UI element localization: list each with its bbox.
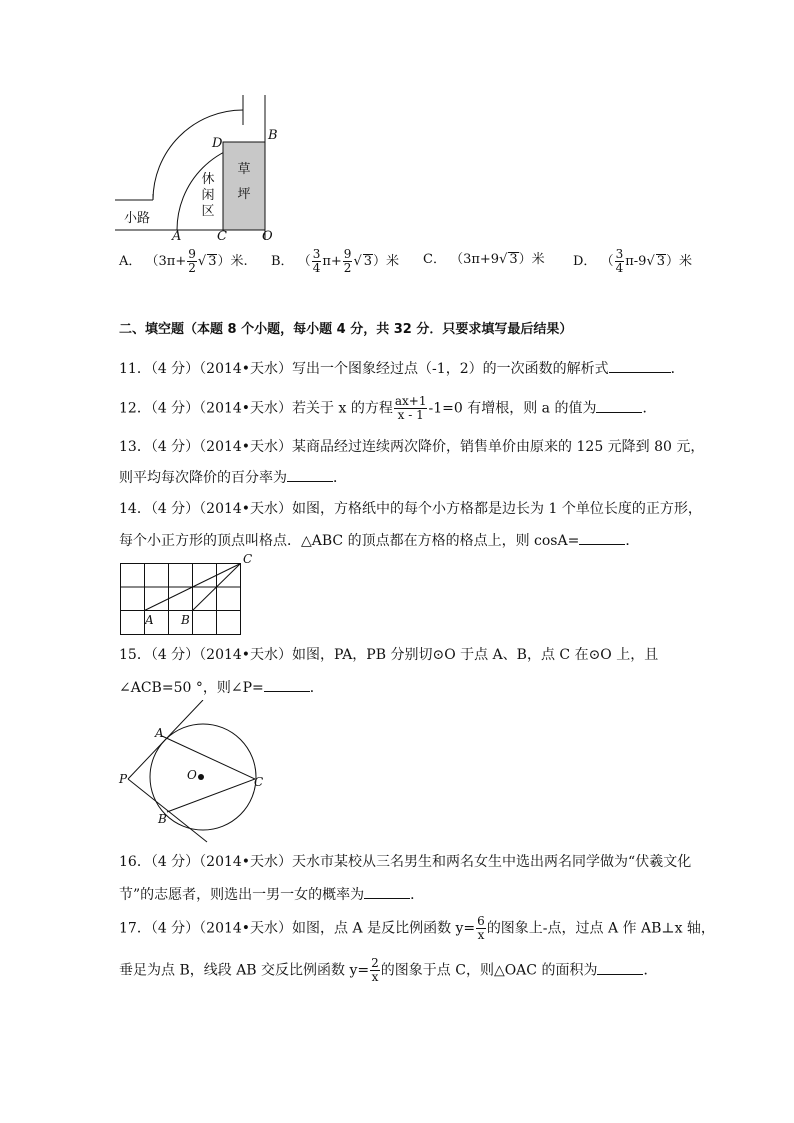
question-text: 的图象于点 C，则△OAC 的面积为 bbox=[380, 962, 598, 979]
question-13 bbox=[119, 437, 704, 457]
question-text: 14．（4 分）（2014•天水）如图，方格纸中的每个小方格都是边长为 1 个单位长度的正方形， bbox=[119, 501, 702, 517]
option-text: ）米 bbox=[373, 254, 400, 269]
question-15-line2 bbox=[119, 677, 324, 698]
answer-blank[interactable] bbox=[579, 530, 625, 545]
fraction-num: 6 bbox=[477, 914, 485, 928]
fraction-num: 2 bbox=[371, 956, 379, 970]
label-O: O bbox=[262, 229, 273, 244]
lawn-char: 坪 bbox=[237, 187, 251, 202]
fraction bbox=[343, 248, 353, 275]
option-c: C． （3π+9√ 3）米 bbox=[423, 252, 545, 267]
option-text: π-9 bbox=[625, 254, 647, 269]
fraction bbox=[312, 248, 322, 275]
option-text: （ bbox=[297, 254, 311, 269]
tangent-pb bbox=[128, 779, 207, 842]
answer-blank[interactable] bbox=[596, 398, 642, 413]
question-12 bbox=[119, 395, 656, 422]
question-end: ． bbox=[309, 680, 324, 696]
question-end: ． bbox=[642, 400, 657, 417]
question-text: 则平均每次降价的百分率为 bbox=[119, 470, 287, 486]
circle-label-A: A bbox=[155, 726, 164, 740]
answer-blank[interactable] bbox=[609, 358, 671, 373]
question-14 bbox=[119, 499, 702, 519]
question-13-line2 bbox=[119, 467, 347, 488]
option-text: （3π+ bbox=[145, 254, 187, 269]
question-text: 13．（4 分）（2014•天水）某商品经过连续两次降价，销售单价由原来的 125 元降到 80 元， bbox=[119, 439, 705, 455]
label-C: C bbox=[217, 229, 227, 244]
path-label: 小路 bbox=[124, 211, 151, 226]
answer-blank[interactable] bbox=[287, 467, 333, 482]
question-text: 11．（4 分）（2014•天水）写出一个图象经过点（-1，2）的一次函数的解析式 bbox=[119, 361, 609, 377]
rest-area-char: 闲 bbox=[201, 188, 215, 203]
fraction bbox=[187, 248, 197, 275]
rest-area-label bbox=[200, 172, 216, 220]
question-text: 垂足为点 B，线段 AB 交反比例函数 y= bbox=[119, 962, 370, 979]
circle-label-P: P bbox=[119, 772, 128, 786]
circle-label-O: O bbox=[187, 768, 197, 782]
question-text: 17．（4 分）（2014•天水）如图，点 A 是反比例函数 y= bbox=[119, 920, 476, 937]
answer-blank[interactable] bbox=[364, 884, 410, 899]
grid-label-A: A bbox=[145, 613, 154, 627]
radicand: 3 bbox=[208, 254, 217, 269]
fraction-num: ax+1 bbox=[394, 394, 427, 408]
question-17 bbox=[119, 915, 715, 942]
label-D: D bbox=[212, 136, 223, 151]
fraction-den: 2 bbox=[188, 261, 196, 275]
section-heading: 二、填空题（本题 8 个小题，每小题 4 分，共 32 分．只要求填写最后结果） bbox=[119, 322, 573, 337]
option-label: C． bbox=[423, 252, 446, 267]
circle-label-B: B bbox=[158, 812, 167, 826]
fraction-den: x bbox=[477, 928, 485, 942]
question-end: ． bbox=[625, 533, 640, 549]
question-end: ． bbox=[333, 470, 347, 486]
fraction-num: 9 bbox=[188, 247, 196, 261]
option-label: D． bbox=[573, 254, 597, 269]
question-end: ． bbox=[670, 361, 685, 377]
fraction-num: 3 bbox=[615, 247, 624, 261]
option-a: A． （3π+ $\frac{9}{2}$ √ 3）米. bbox=[119, 247, 248, 275]
radicand: 3 bbox=[656, 254, 666, 269]
fraction bbox=[370, 957, 380, 984]
option-label: A． bbox=[119, 254, 142, 269]
question-16 bbox=[119, 852, 691, 872]
circle-label-C: C bbox=[254, 775, 264, 789]
grid-label-B: B bbox=[181, 613, 190, 627]
question-15 bbox=[119, 645, 658, 665]
fraction bbox=[476, 915, 486, 942]
question-17-line2 bbox=[119, 957, 657, 984]
fraction-den: x bbox=[371, 970, 379, 984]
question-text: 节”的志愿者，则选出一男一女的概率为 bbox=[119, 887, 365, 903]
question-text: 的图象上-点，过点 A 作 AB⊥x 轴， bbox=[486, 920, 715, 937]
lawn-label bbox=[236, 157, 252, 207]
option-text: ）米 bbox=[666, 254, 693, 269]
radicand: 3 bbox=[509, 252, 518, 267]
fraction-num: 3 bbox=[312, 247, 321, 261]
answer-blank[interactable] bbox=[597, 960, 643, 975]
question-14-line2 bbox=[119, 530, 639, 551]
question-text: 每个小正方形的顶点叫格点．△ABC 的顶点都在方格的格点上，则 cosA= bbox=[119, 533, 580, 549]
option-text: ）米. bbox=[217, 254, 248, 269]
question-end: ． bbox=[410, 887, 425, 903]
question-16-line2 bbox=[119, 884, 424, 905]
question-text: 12．（4 分）（2014•天水）若关于 x 的方程 bbox=[119, 400, 393, 417]
radicand: 3 bbox=[363, 254, 373, 269]
fraction-den: 4 bbox=[615, 261, 624, 275]
question-text: 16．（4 分）（2014•天水）天水市某校从三名男生和两名女生中选出两名同学做为“伏羲文化 bbox=[119, 854, 692, 870]
answer-blank[interactable] bbox=[264, 677, 310, 692]
question-end: ． bbox=[643, 962, 658, 979]
question-text: -1=0 有增根，则 a 的值为 bbox=[428, 400, 597, 417]
question-text: ∠ACB=50 °，则∠P= bbox=[119, 680, 264, 696]
chord-bc bbox=[167, 779, 255, 812]
option-label: B． bbox=[271, 254, 294, 269]
label-A: A bbox=[172, 229, 182, 244]
option-text: （ bbox=[600, 254, 614, 269]
option-d: D． （ $\frac{3}{4}$ π-9√ 3）米 bbox=[573, 247, 693, 275]
lawn-char: 草 bbox=[237, 162, 251, 177]
option-text: π+ bbox=[322, 254, 342, 269]
fraction-den: 4 bbox=[312, 261, 321, 275]
question-11 bbox=[119, 358, 685, 379]
grid-label-C: C bbox=[243, 552, 253, 566]
rest-area-char: 休 bbox=[201, 172, 215, 187]
option-text: （3π+9 bbox=[450, 252, 500, 267]
fraction-num: 9 bbox=[343, 247, 352, 261]
fraction-den: x - 1 bbox=[397, 408, 424, 422]
fraction bbox=[615, 248, 625, 275]
fraction bbox=[394, 395, 428, 422]
rest-area-char: 区 bbox=[201, 204, 215, 219]
option-text: ）米 bbox=[518, 252, 545, 267]
chord-ac bbox=[162, 736, 255, 779]
label-B: B bbox=[268, 128, 278, 143]
fraction-den: 2 bbox=[343, 261, 352, 275]
center-point bbox=[198, 774, 204, 780]
question-text: 15．（4 分）（2014•天水）如图，PA，PB 分别切⊙O 于点 A、B，点 C 在⊙O 上，且 bbox=[119, 647, 659, 663]
option-b: B． （ $\frac{3}{4}$ π+ $\frac{9}{2}$ √ 3）米 bbox=[271, 247, 400, 275]
